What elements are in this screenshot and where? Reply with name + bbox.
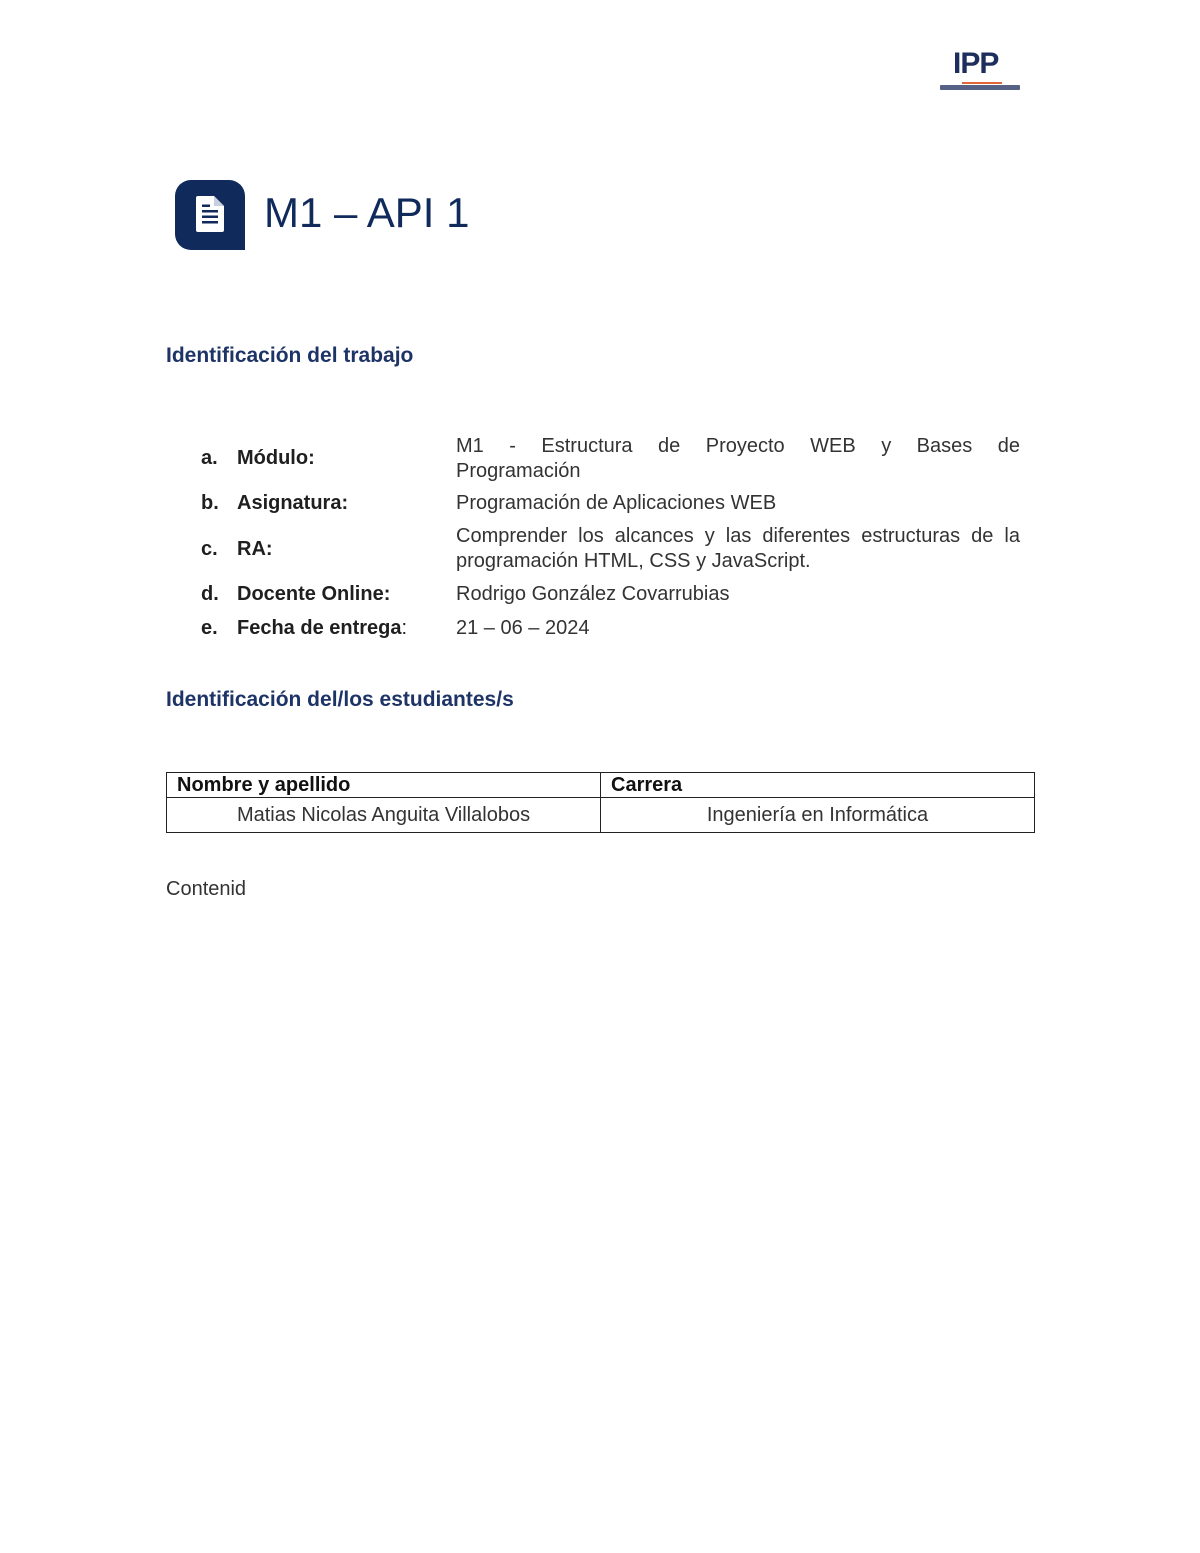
info-label-ra: RA: [237, 538, 273, 560]
logo-subtitle-strip [940, 85, 1020, 90]
info-label-modulo: Módulo: [237, 447, 315, 469]
info-value-line: M1 - Estructura de Proyecto WEB y Bases de [456, 435, 1020, 457]
info-value-asignatura: Programación de Aplicaciones WEB [456, 492, 777, 514]
info-label-fecha-colon: : [401, 617, 408, 639]
info-letter: c. [201, 538, 218, 560]
students-identification-heading: Identificación del/los estudiantes/s [166, 688, 514, 711]
document-title: M1 – API 1 [264, 189, 470, 236]
info-value-line: Programación [456, 460, 581, 482]
info-letter: b. [201, 492, 219, 514]
institution-logo [940, 48, 1020, 92]
content-text: Contenid [166, 878, 247, 900]
table-cell-name: Matias Nicolas Anguita Villalobos [167, 798, 601, 833]
table-row [167, 798, 1035, 833]
info-value-docente: Rodrigo González Covarrubias [456, 583, 730, 605]
document-icon [175, 180, 245, 250]
info-letter: d. [201, 583, 219, 605]
info-label-fecha-text: Fecha de entrega [237, 617, 402, 639]
info-value-line: Comprender los alcances y las diferentes estructuras de la [456, 525, 1020, 547]
info-label-docente: Docente Online: [237, 583, 391, 605]
students-table [166, 772, 1035, 833]
info-label-fecha [237, 616, 407, 641]
info-letter: e. [201, 617, 218, 639]
column-header-career: Carrera [601, 773, 1035, 798]
info-value-ra [456, 524, 1020, 574]
table-cell-career: Ingeniería en Informática [601, 798, 1035, 833]
logo-accent-bar [962, 82, 1002, 84]
info-value-line: programación HTML, CSS y JavaScript. [456, 550, 811, 572]
info-value-fecha: 21 – 06 – 2024 [456, 617, 590, 639]
file-text-icon [196, 196, 224, 232]
info-value-modulo [456, 434, 1020, 484]
info-label-asignatura: Asignatura: [237, 492, 349, 514]
column-header-name: Nombre y apellido [167, 773, 601, 798]
work-identification-heading: Identificación del trabajo [166, 344, 414, 367]
info-letter: a. [201, 447, 218, 469]
table-header-row [167, 773, 1035, 798]
logo-text: IPP [953, 47, 999, 80]
